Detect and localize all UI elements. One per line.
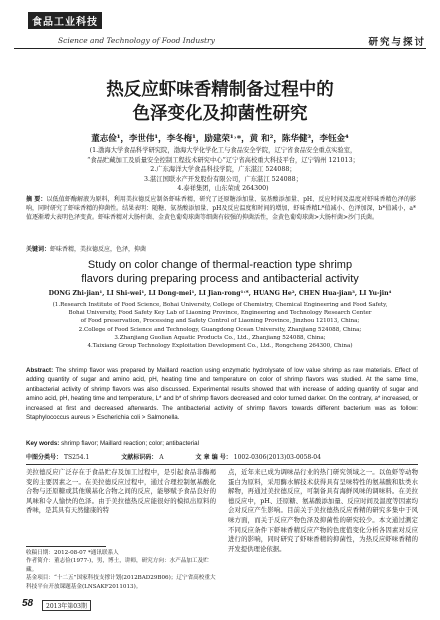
affiliation-cn-line: 2.广东海洋大学食品科技学院，广东湛江 524088； — [150, 166, 296, 174]
title-cn — [0, 78, 440, 126]
doc-code-label: 文献标识码： — [121, 454, 158, 461]
doc-code-value: A — [159, 454, 164, 461]
body-divider — [26, 464, 418, 465]
classification-line — [26, 452, 418, 461]
journal-name-cn: 食品工业科技 — [28, 12, 102, 29]
abstract-cn — [26, 195, 416, 223]
affiliation-en-line: of Food preservation, Processing and Safety Control of Liaoning Province, Jinzhou 121013, China; — [80, 318, 360, 325]
affiliation-en-line: 3.Zhanjiang Guolian Aquatic Products Co., Ltd., Zhanjiang 524088, China; — [114, 334, 326, 341]
affiliation-en-line: 2.College of Food Science and Technology, Guangdong Ocean University, Zhanjiang 524088, China; — [78, 326, 362, 333]
article-number-label: 文 章 编 号： — [195, 454, 232, 461]
abstract-en-text: The shrimp flavor was prepared by Maillard reaction using enzymatic hydrolysate of low value shrimp as raw materials. Effect of adding quantity of sugar and amino acid, pH, heating time and temperature on color of shrimp flavors was studied. At the same time, antibacterial activity of shrimp flavors was also discussed. Experimental results showed that with increase of adding quantity of sugar and amino acid, pH, heating time and temperature, L* and b* of shrimp flavors decreased and color turned darker. On the contrary, a* increased, or increased at first and decreased afterwards. The antibacterial activity of shrimp flavors towards different bacterium was as follow: Staphylococcus aureus > Escherichia coli > Salmonella. — [26, 367, 418, 422]
affiliation-cn-line: “食品贮藏加工及质量安全控制工程技术研究中心”辽宁省高校重大科技平台，辽宁锦州 121013； — [87, 156, 359, 164]
footnote-received: 收稿日期：2012-08-07 *通讯联系人 — [26, 550, 119, 556]
keywords-en-label: Key words: — [26, 440, 60, 447]
authors-cn: 董志俭¹，李世伟¹，李冬梅¹，励建荣¹˒*，黄 和²，陈华健³，李钰金⁴ — [91, 134, 349, 144]
footnote-author-bio: 作者简介：董志俭(1977-)，男，博士，讲师，研究方向：水产品加工及贮藏。 — [26, 558, 209, 573]
title-cn-line-1: 热反应虾味香精制备过程中的 — [106, 80, 334, 100]
keywords-cn-label: 关键词： — [26, 246, 51, 253]
footnotes — [26, 549, 216, 591]
section-tag: 研究与探讨 — [368, 37, 426, 48]
affiliations-cn — [48, 146, 398, 194]
authors-en: DONG Zhi-jian¹, LI Shi-wei¹, LI Dong-mei¹, LI Jian-rong¹˒*, HUANG He², CHEN Hua-jian³, LI Yu-jin⁴ — [48, 290, 392, 297]
issue-label: 2013年第03期 — [42, 600, 91, 611]
affiliation-en-line: 4.Taixiang Group Technology Exploitation Development Co., Ltd., Rongcheng 264300, China) — [87, 343, 353, 350]
abstract-cn-text: 以低值虾酶解液为原料，利用美拉德反应制备虾味香精，研究了还原糖添加量、氨基酸添加量、pH、反应时间及温度对虾味香精色泽的影响，同时研究了虾味香精的抑菌性。结果表明：随糖、氨基酸添加量、pH及反应温度和时间的增加，虾味香精L*值减小、色泽加深，b*值减小，a*值逐渐增大表明色泽变黄。虾味香精对大肠杆菌、金黄色葡萄球菌等细菌有较强的抑菌活性，金黄色葡萄球菌>大肠杆菌>沙门氏菌。 — [26, 196, 417, 222]
article-number-value: 1002-0306(2013)03-0058-04 — [233, 454, 321, 461]
header-rule — [14, 48, 426, 49]
affiliation-cn-line: 4.泰祥集团，山东荣成 264300) — [177, 185, 269, 193]
footnote-funding: 基金项目：“十二五”国家科技支撑计划(2012BAD29B06)；辽宁省高校重大科技平台开放课题基金(LNSAKF2011013)。 — [26, 575, 216, 590]
affiliations-en — [40, 301, 400, 350]
title-cn-line-2: 色泽变化及抑菌性研究 — [132, 104, 308, 124]
affiliation-cn-line: (1.渤海大学食品科学研究院，渤海大学化学化工与食品安全学院，辽宁省食品安全重点实验室， — [89, 147, 357, 154]
clc-value: TS254.1 — [64, 454, 90, 461]
abstract-en-label: Abstract: — [26, 367, 54, 374]
abstract-cn-label: 摘 要： — [26, 196, 47, 203]
keywords-cn — [26, 244, 416, 253]
affiliation-en-line: (1.Research Institute of Food Science, Bohai University, College of Chemistry, Chemical Engineering and Food Safety, — [52, 302, 388, 308]
footnote-rule — [26, 546, 106, 547]
journal-name-en: Science and Technology of Food Industry — [58, 36, 215, 45]
abstract-en — [26, 366, 418, 422]
journal-header — [14, 8, 426, 50]
page-number: 58 — [22, 598, 34, 609]
title-en-line-1: Study on color change of thermal-reaction type shrimp — [87, 259, 353, 271]
body-column-left: 美拉德反应广泛存在于食品贮存及加工过程中，是引起食品非酶褐变的主要因素之一。在美拉德反应过程中，通过合理控制氨基酸化合物与还原糖或其他羰基化合物之间的反应，能够赋予食品良好的风味和令人愉快的色泽。由于美拉德热反应能很好的模拟出原料的香味，是其具有天然健康的特 — [26, 468, 216, 515]
keywords-cn-text: 虾味香精，美拉德反应，色泽，抑菌 — [50, 246, 147, 253]
affiliation-en-line: Bohai University, Food Safety Key Lab of Liaoning Province, Engineering and Technology Research Center — [68, 310, 372, 317]
affiliation-cn-line: 3.湛江国联水产开发股份有限公司，广东湛江 524088； — [144, 175, 302, 183]
keywords-en-text: shrimp flavor; Maillard reaction; color; antibacterial — [61, 440, 199, 447]
keywords-en — [26, 440, 418, 447]
body-column-right: 点，近年来已成为调味品行业的热门研究领域之一。以鱼虾等动物蛋白为原料，采用酶水解技术获得具有呈味特性的氨基酸和肽类水解物，再通过美拉德反应，可制备具有海鲜风味的调味料。在美拉德反应中，pH、还原糖、氨基酸添加量、反应时间及温度等因素均会对反应产生影响。目前关于美拉德热反应香精的研究多集中于风味方面，而关于反应产物色泽及抑菌性的研究较少。本文通过测定不同反应条件下虾味香精反应产物的色度值变化分析各因素对反应进行的影响，同时研究了虾味香精的抑菌性，为热反应虾味香精的开发提供理论依据。 — [228, 468, 418, 553]
clc-label: 中图分类号： — [26, 454, 63, 461]
title-en — [40, 258, 400, 286]
title-en-line-2: flavors during preparing process and antibacterial activity — [81, 273, 359, 285]
